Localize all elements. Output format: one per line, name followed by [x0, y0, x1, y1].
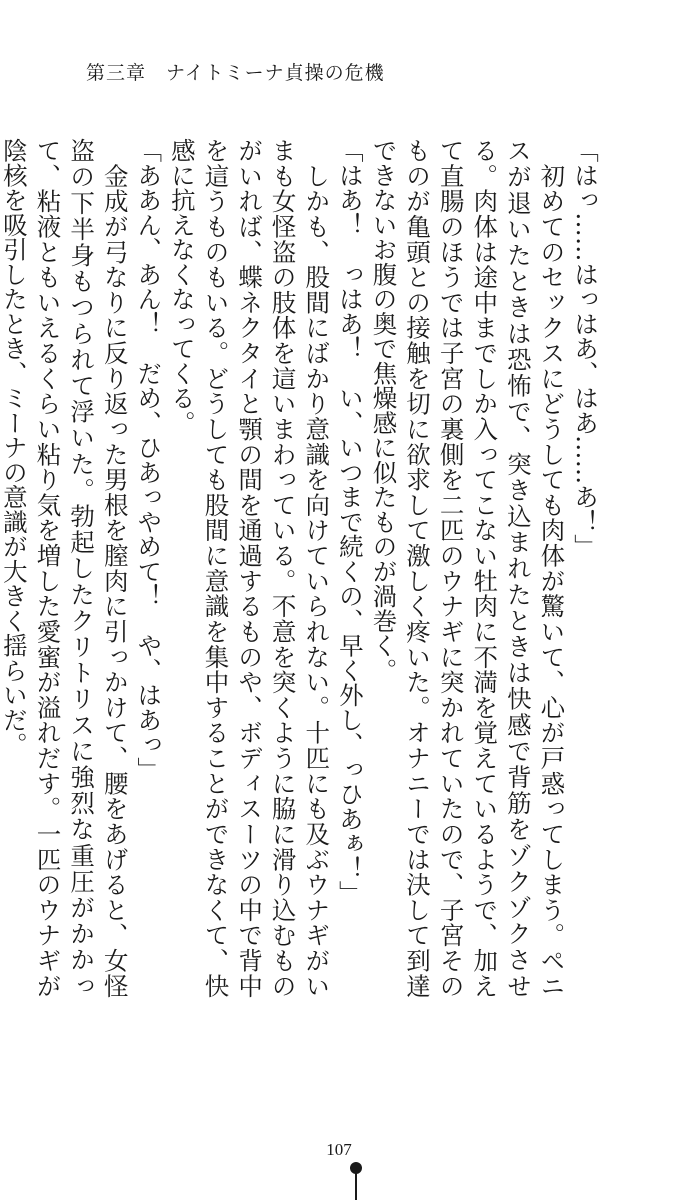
paragraph: 「ああん、あん！ だめ、ひあっやめて！ や、はあっ」: [134, 138, 164, 782]
paragraph: しかも、股間にばかり意識を向けていられない。十匹にも及ぶウナギがいまも女怪盗の肢体を這いまわっている。不意を突くように脇に滑り込むものがいれば、蝶ネクタイと顎の間を通過するものや、ボディスーツの中で背中を這うものもいる。どうしても股間に意識を集中することができなくて、快感に抗えなくなってくる。: [167, 138, 332, 999]
paragraph: 「はっ……はっはあ、はあ……あ！」: [571, 138, 600, 559]
paragraph: 初めてのセックスにどうしても肉体が驚いて、心が戸惑ってしまう。ペニスが退いたときは恐怖で、突き込まれたときは快感で背筋をゾクゾクさせる。肉体は途中までしか入ってこない牡肉に不満を覚えているようで、加えて直腸のほうでは子宮の裏側を二匹のウナギに突かれていたので、子宮そのものが亀頭との接触を切に欲求して激しく疼いた。オナニーでは決して到達できないお腹の奥で焦燥感に似たものが渦巻く。: [369, 138, 567, 998]
body-text: [0, 138, 602, 998]
page-marker-line: [355, 1172, 357, 1200]
chapter-header: 第三章 ナイトミーナ貞操の危機: [86, 62, 385, 84]
page-number: 107: [326, 1140, 352, 1159]
paragraph: 「はあ！ っはあ！ い、いつまで続くの、早く外し、っひあぁ！」: [335, 138, 365, 906]
paragraph: 金成が弓なりに反り返った男根を膣肉に引っかけて、腰をあげると、女怪盗の下半身もつられて浮いた。勃起したクリトリスに強烈な重圧がかかって、粘液ともいえるくらい粘り気を増した愛蜜が溢れだす。一匹のウナギが陰核を吸引したとき、ミーナの意識が大きく揺らいだ。: [0, 138, 130, 999]
